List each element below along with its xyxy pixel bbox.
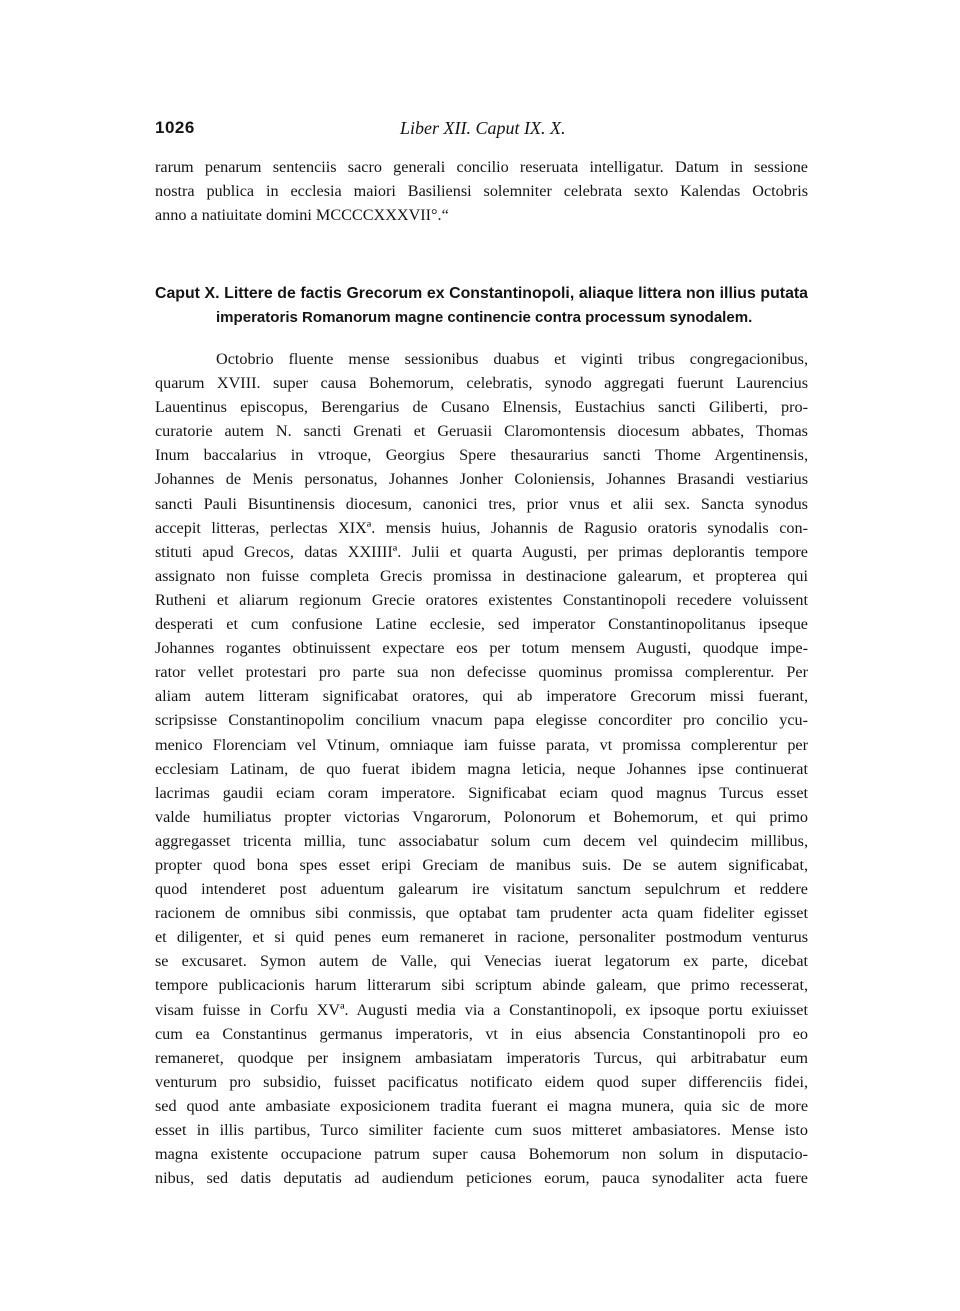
text-line: anno a natiuitate domini MCCCCXXXVII°.“ bbox=[155, 206, 449, 225]
text-line: stituti apud Grecos, datas XXIIIIª. Julii et quarta Augusti, per primas deplorantis tempore bbox=[155, 542, 808, 561]
text-line: magna existente occupacione patrum super causa Bohemorum non solum in disputacio- bbox=[155, 1145, 808, 1164]
text-line: visam fuisse in Corfu XVª. Augusti media via a Constantinopoli, ex ipsoque portu exiuisset bbox=[155, 1000, 808, 1019]
text-line: sed quod ante ambasiate exposicionem tradita fuerant ei magna munera, quia sic de more bbox=[155, 1096, 808, 1115]
text-line: Johannes de Menis personatus, Johannes Jonher Coloniensis, Johannes Brasandi vestiarius bbox=[155, 470, 808, 489]
text-line: rarum penarum sentenciis sacro generali concilio reseruata intelligatur. Datum in sessione bbox=[155, 158, 808, 176]
text-line: ecclesiam Latinam, de quo fuerat ibidem magna leticia, neque Johannes ipse continuerat bbox=[155, 759, 808, 778]
text-line: cum ea Constantinus germanus imperatoris, vt in eius absencia Constantinopoli pro eo bbox=[155, 1024, 808, 1043]
chapter-heading bbox=[155, 282, 808, 330]
text-line: et diligenter, et si quid penes eum remaneret in racione, personaliter postmodum venturus bbox=[155, 928, 808, 947]
text-line: Lauentinus episcopus, Berengarius de Cusano Elnensis, Eustachius sancti Giliberti, pro- bbox=[155, 398, 808, 417]
text-line: accepit litteras, perlectas XIXª. mensis huius, Johannis de Ragusio oratoris synodalis con- bbox=[155, 518, 808, 537]
running-title: Liber XII. Caput IX. X. bbox=[400, 118, 566, 138]
text-line: aliam autem litteram significabat oratores, qui ab imperatore Grecorum missi fuerant, bbox=[155, 687, 808, 706]
text-line: valde humiliatus propter victorias Vngarorum, Polonorum et Bohemorum, et qui primo bbox=[155, 807, 808, 826]
chapter-paragraph bbox=[155, 347, 808, 1190]
page-number: 1026 bbox=[155, 118, 195, 137]
text-line: assignato non fuisse completa Grecis promissa in destinacione galearum, et propterea qui bbox=[155, 566, 808, 585]
text-line: aggregasset tricenta millia, tunc associabatur solum cum decem vel quindecim millibus, bbox=[155, 831, 808, 850]
text-line: Rutheni et aliarum regionum Grecie oratores existentes Constantinopoli recedere voluissent bbox=[155, 590, 808, 609]
chapter-heading-line: Caput X. Littere de factis Grecorum ex Constantinopoli, aliaque littera non illius putata bbox=[155, 285, 808, 302]
text-line: tempore publicacionis harum litterarum sibi scriptum abinde galeam, que primo recesserat, bbox=[155, 976, 808, 995]
text-line: lacrimas gaudii eciam coram imperatore. Significabat eciam quod magnus Turcus esset bbox=[155, 783, 808, 802]
text-line: propter quod bona spes esset eripi Greciam de manibus suis. De se autem significabat, bbox=[155, 855, 808, 874]
text-line: sancti Pauli Bisuntinensis diocesum, canonici tres, prior vnus et alii sex. Sancta synodus bbox=[155, 494, 808, 513]
text-line: curatorie autem N. sancti Grenati et Geruasii Claromontensis diocesum abbates, Thomas bbox=[155, 422, 808, 441]
text-line: desperati et cum confusione Latine ecclesie, sed imperator Constantinopolitanus ipseque bbox=[155, 615, 808, 634]
text-line: Johannes rogantes obtinuissent expectare eos per totum mensem Augusti, quodque impe- bbox=[155, 639, 808, 658]
text-line: scripsisse Constantinopolim concilium vnacum papa elegisse concorditer pro concilio ycu- bbox=[155, 711, 808, 730]
intro-paragraph bbox=[155, 155, 808, 227]
text-line: nibus, sed datis deputatis ad audiendum peticiones eorum, pauca synodaliter acta fuere bbox=[155, 1169, 808, 1188]
text-line: esset in illis partibus, Turco similiter faciente cum suos mitteret ambasiatores. Mense isto bbox=[155, 1121, 808, 1139]
running-head bbox=[155, 118, 808, 144]
text-line: racionem de omnibus sibi conmissis, que optabat tam prudenter acta quam fideliter egisset bbox=[155, 904, 808, 923]
text-line: quarum XVIII. super causa Bohemorum, celebratis, synodo aggregati fuerunt Laurencius bbox=[155, 374, 808, 393]
text-line: se excusaret. Symon autem de Valle, qui Venecias iuerat legatorum ex parte, dicebat bbox=[155, 952, 808, 971]
text-line: remaneret, quodque per insignem ambasiatam imperatoris Turcus, qui arbitrabatur eum bbox=[155, 1048, 808, 1067]
text-line: menico Florenciam vel Vtinum, omniaque iam fuisse parata, vt promissa complerentur per bbox=[155, 735, 808, 754]
chapter-heading-line: imperatoris Romanorum magne continencie contra processum synodalem. bbox=[216, 309, 753, 326]
text-line: Octobrio fluente mense sessionibus duabus et viginti tribus congregacionibus, bbox=[216, 350, 808, 368]
text-line: quod intenderet post aduentum galearum ire visitatum sanctum sepulchrum et reddere bbox=[155, 880, 808, 899]
text-line: rator vellet protestari pro parte sua non defecisse quominus promissa complerentur. Per bbox=[155, 663, 808, 682]
text-line: venturum pro subsidio, fuisset pacificatus notificato eidem quod super differenciis fidei, bbox=[155, 1072, 808, 1091]
text-line: Inum baccalarius in vtroque, Georgius Spere thesaurarius sancti Thome Argentinensis, bbox=[155, 446, 808, 465]
text-line: nostra publica in ecclesia maiori Basiliensi solemniter celebrata sexto Kalendas Octobris bbox=[155, 182, 808, 201]
